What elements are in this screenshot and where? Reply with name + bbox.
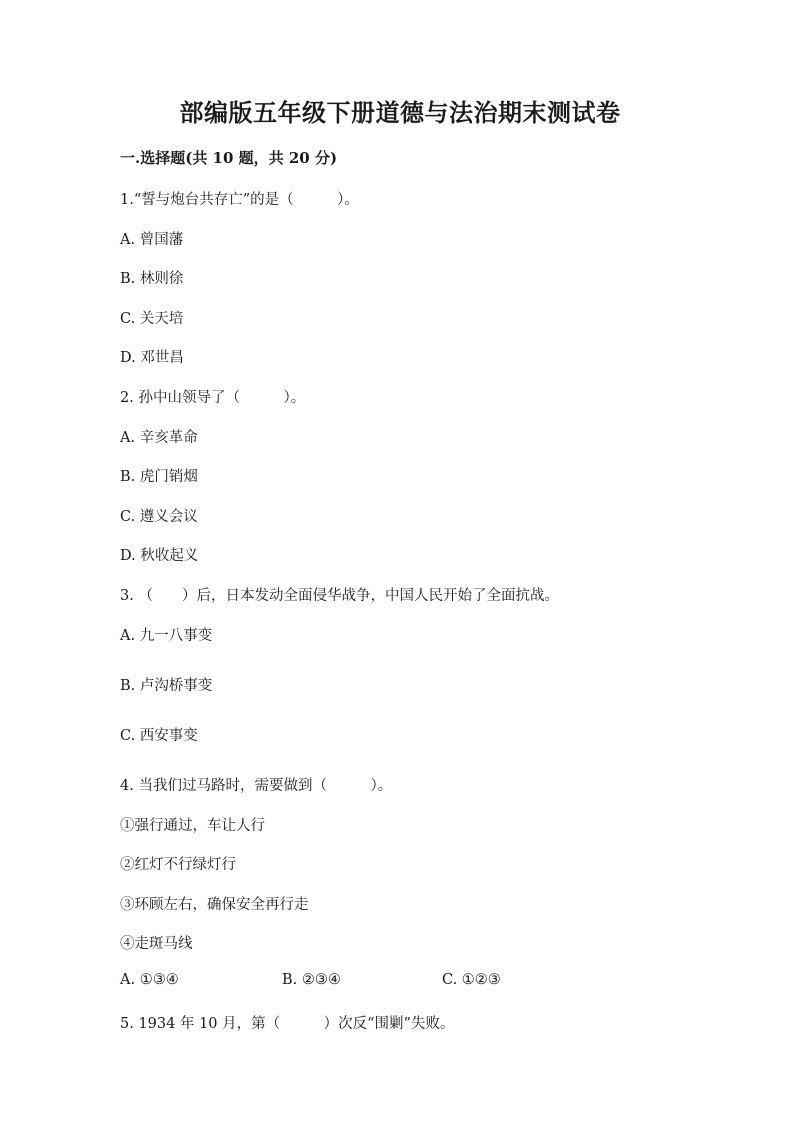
question-1-option-d: D. 邓世昌 bbox=[120, 350, 184, 366]
section-heading: 一.选择题(共 10 题，共 20 分) bbox=[120, 149, 338, 167]
question-2-stem: 2. 孙中山领导了（ ）。 bbox=[120, 390, 306, 406]
question-2-option-c: C. 遵义会议 bbox=[120, 509, 198, 525]
question-4-statement-3: ③环顾左右，确保安全再行走 bbox=[120, 897, 309, 913]
question-4-option-b: B. ②③④ bbox=[282, 972, 341, 988]
question-4-statement-2: ②红灯不行绿灯行 bbox=[120, 857, 236, 873]
question-1-option-c: C. 关天培 bbox=[120, 311, 184, 327]
question-2-option-a: A. 辛亥革命 bbox=[120, 430, 198, 446]
page-title: 部编版五年级下册道德与法治期末测试卷 bbox=[179, 98, 621, 127]
question-1-option-a: A. 曾国藩 bbox=[120, 232, 184, 248]
question-3-stem: 3. （ ）后，日本发动全面侵华战争，中国人民开始了全面抗战。 bbox=[120, 588, 559, 604]
question-5-stem: 5. 1934 年 10 月，第（ ）次反“围剿”失败。 bbox=[120, 1016, 455, 1032]
question-4-statement-1: ①强行通过，车让人行 bbox=[120, 818, 265, 834]
question-3-option-b: B. 卢沟桥事变 bbox=[120, 678, 213, 694]
question-4-statement-4: ④走斑马线 bbox=[120, 936, 193, 952]
question-3-option-c: C. 西安事变 bbox=[120, 728, 198, 744]
question-2-option-b: B. 虎门销烟 bbox=[120, 469, 198, 485]
question-1-stem: 1.“誓与炮台共存亡”的是（ ）。 bbox=[120, 192, 359, 208]
question-1-option-b: B. 林则徐 bbox=[120, 271, 184, 287]
question-3-option-a: A. 九一八事变 bbox=[120, 628, 213, 644]
question-2-option-d: D. 秋收起义 bbox=[120, 548, 199, 564]
question-4-option-a: A. ①③④ bbox=[120, 972, 179, 988]
question-4-stem: 4. 当我们过马路时，需要做到（ ）。 bbox=[120, 778, 393, 794]
question-4-option-c: C. ①②③ bbox=[442, 972, 501, 988]
